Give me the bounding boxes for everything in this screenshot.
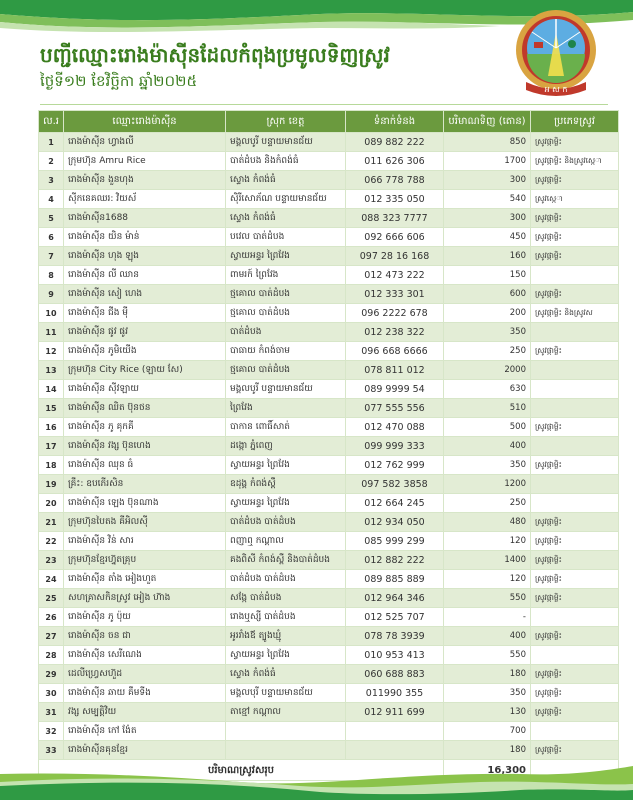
quantity-cell: 500 bbox=[444, 418, 531, 437]
phone-number-cell: 060 688 883 bbox=[346, 665, 444, 684]
quantity-cell: 1200 bbox=[444, 475, 531, 494]
total-value: 16,300 bbox=[444, 760, 531, 781]
column-header-quantity: បរិមាណទិញ (តោន) bbox=[444, 111, 531, 133]
phone-number-cell: 012 333 301 bbox=[346, 285, 444, 304]
mill-name-cell: រោងម៉ាស៊ីន ចន ជា bbox=[64, 627, 226, 646]
rice-type-cell: ស្រូវផ្កាម្លិះ bbox=[531, 247, 619, 266]
rice-type-cell: ស្រូវផ្កាម្លិះ bbox=[531, 456, 619, 475]
quantity-cell: 450 bbox=[444, 228, 531, 247]
phone-number-cell: 096 2222 678 bbox=[346, 304, 444, 323]
table-row bbox=[39, 722, 619, 741]
row-number-cell: 5 bbox=[39, 209, 64, 228]
row-number-cell: 18 bbox=[39, 456, 64, 475]
row-number-cell: 33 bbox=[39, 741, 64, 760]
column-header-phone: ទំនាក់ទំនង bbox=[346, 111, 444, 133]
row-number-cell: 29 bbox=[39, 665, 64, 684]
rice-type-cell: ស្រូវផ្កាម្លិះ bbox=[531, 209, 619, 228]
location-cell bbox=[226, 722, 346, 741]
quantity-cell: 180 bbox=[444, 665, 531, 684]
phone-number-cell: 012 882 222 bbox=[346, 551, 444, 570]
table-row bbox=[39, 361, 619, 380]
column-header-location: ស្រុក ខេត្ត bbox=[226, 111, 346, 133]
mill-name-cell: រោងម៉ាស៊ីន លី ឈាន bbox=[64, 266, 226, 285]
location-cell: ស្ទោង កំពង់ធំ bbox=[226, 171, 346, 190]
quantity-cell: 120 bbox=[444, 570, 531, 589]
mill-name-cell: វង្ស សម្បត្តិវិយ bbox=[64, 703, 226, 722]
phone-number-cell: 099 999 333 bbox=[346, 437, 444, 456]
location-cell: ថ្មគោល បាត់ដំបង bbox=[226, 304, 346, 323]
table-row bbox=[39, 684, 619, 703]
table-row bbox=[39, 475, 619, 494]
phone-number-cell bbox=[346, 722, 444, 741]
row-number-cell: 27 bbox=[39, 627, 64, 646]
mill-name-cell: រោងម៉ាស៊ីន ផូវ ផូវ bbox=[64, 323, 226, 342]
row-number-cell: 3 bbox=[39, 171, 64, 190]
table-row bbox=[39, 171, 619, 190]
quantity-cell: 1700 bbox=[444, 152, 531, 171]
quantity-cell: - bbox=[444, 608, 531, 627]
table-row bbox=[39, 190, 619, 209]
phone-number-cell: 066 778 788 bbox=[346, 171, 444, 190]
phone-number-cell: 011990 355 bbox=[346, 684, 444, 703]
rice-type-cell: ស្រូវផ្កាម្លិះ bbox=[531, 589, 619, 608]
location-cell: មង្គលបូរី បន្ទាយមានជ័យ bbox=[226, 380, 346, 399]
table-row bbox=[39, 399, 619, 418]
column-header-no: ល.រ bbox=[39, 111, 64, 133]
phone-number-cell: 078 78 3939 bbox=[346, 627, 444, 646]
phone-number-cell: 012 934 050 bbox=[346, 513, 444, 532]
row-number-cell: 10 bbox=[39, 304, 64, 323]
mill-name-cell: រោងម៉ាស៊ីន ភូ ប៉ុយ bbox=[64, 608, 226, 627]
quantity-cell: 160 bbox=[444, 247, 531, 266]
quantity-cell: 400 bbox=[444, 437, 531, 456]
row-number-cell: 6 bbox=[39, 228, 64, 247]
mill-name-cell: រោងម៉ាស៊ីន ហុង ឡុង bbox=[64, 247, 226, 266]
mill-name-cell: រោងម៉ាស៊ីន ឆាយ គឹមទីង bbox=[64, 684, 226, 703]
location-cell: អូររាំងឪ ត្បូងឃ្មុំ bbox=[226, 627, 346, 646]
table-row bbox=[39, 627, 619, 646]
row-number-cell: 28 bbox=[39, 646, 64, 665]
location-cell: សង្កែ បាត់ដំបង bbox=[226, 589, 346, 608]
phone-number-cell: 012 238 322 bbox=[346, 323, 444, 342]
phone-number-cell: 012 473 222 bbox=[346, 266, 444, 285]
mill-name-cell: សហគ្រាសកិនស្រូវ អៀង ហ៊ាង bbox=[64, 589, 226, 608]
mill-name-cell: រោងម៉ាស៊ីន វង្ស ប៊ុនហេង bbox=[64, 437, 226, 456]
rice-type-cell: ស្រូវផ្កាម្លិះ bbox=[531, 741, 619, 760]
table-row bbox=[39, 551, 619, 570]
mill-name-cell: រោងម៉ាស៊ីន ឈិត ប៊ុនថន bbox=[64, 399, 226, 418]
table-row bbox=[39, 608, 619, 627]
row-number-cell: 30 bbox=[39, 684, 64, 703]
rice-type-cell bbox=[531, 608, 619, 627]
rice-type-cell: ស្រូវផ្កាម្លិះ និងស្រូវសេ្កា bbox=[531, 152, 619, 171]
quantity-cell: 250 bbox=[444, 342, 531, 361]
row-number-cell: 11 bbox=[39, 323, 64, 342]
phone-number-cell: 012 664 245 bbox=[346, 494, 444, 513]
table-row bbox=[39, 456, 619, 475]
row-number-cell: 25 bbox=[39, 589, 64, 608]
bottom-wave-decoration bbox=[0, 760, 633, 800]
rice-type-cell bbox=[531, 361, 619, 380]
rice-type-cell: ស្រូវផ្កាម្លិះ bbox=[531, 171, 619, 190]
row-number-cell: 32 bbox=[39, 722, 64, 741]
table-row bbox=[39, 418, 619, 437]
location-cell: មង្គលបុរី បន្ទាយមានជ័យ bbox=[226, 684, 346, 703]
location-cell: បាធាយ កំពង់ចាម bbox=[226, 342, 346, 361]
phone-number-cell: 011 626 306 bbox=[346, 152, 444, 171]
phone-number-cell: 088 323 7777 bbox=[346, 209, 444, 228]
rice-type-cell: ស្រូវផ្កាម្លិះ bbox=[531, 627, 619, 646]
location-cell: ស្វាយអន្ទរ ព្រៃវែង bbox=[226, 247, 346, 266]
quantity-cell: 300 bbox=[444, 171, 531, 190]
quantity-cell: 510 bbox=[444, 399, 531, 418]
mill-name-cell: រោងម៉ាស៊ីន ងួនហុង bbox=[64, 171, 226, 190]
mill-name-cell: រោងម៉ាស៊ីន ជីង ម៉ី bbox=[64, 304, 226, 323]
row-number-cell: 26 bbox=[39, 608, 64, 627]
mill-name-cell: ក្រុមហ៊ុន Amru Rice bbox=[64, 152, 226, 171]
phone-number-cell: 089 885 889 bbox=[346, 570, 444, 589]
phone-number-cell: 012 911 699 bbox=[346, 703, 444, 722]
mill-name-cell: រោងម៉ាស៊ីន1688 bbox=[64, 209, 226, 228]
rice-type-cell: ស្រូវផ្កាម្លិះ bbox=[531, 570, 619, 589]
rice-type-cell bbox=[531, 437, 619, 456]
row-number-cell: 20 bbox=[39, 494, 64, 513]
row-number-cell: 12 bbox=[39, 342, 64, 361]
rice-type-cell: ស្រូវផ្កាម្លិះ bbox=[531, 285, 619, 304]
table-row bbox=[39, 304, 619, 323]
table-row bbox=[39, 152, 619, 171]
quantity-cell: 130 bbox=[444, 703, 531, 722]
rice-type-cell bbox=[531, 380, 619, 399]
quantity-cell: 600 bbox=[444, 285, 531, 304]
ministry-emblem-icon bbox=[512, 2, 600, 102]
mill-name-cell: រោងម៉ាស៊ីន ឡេង ប៊ុនណាង bbox=[64, 494, 226, 513]
quantity-cell: 200 bbox=[444, 304, 531, 323]
rice-type-cell: ស្រូវផ្កាម្លិះ bbox=[531, 532, 619, 551]
location-cell bbox=[226, 741, 346, 760]
table-row bbox=[39, 342, 619, 361]
row-number-cell: 21 bbox=[39, 513, 64, 532]
location-cell: បវេល បាត់ដំបង bbox=[226, 228, 346, 247]
rice-type-cell: ស្រូវសេ្កា bbox=[531, 190, 619, 209]
row-number-cell: 13 bbox=[39, 361, 64, 380]
phone-number-cell: 089 882 222 bbox=[346, 133, 444, 152]
quantity-cell: 350 bbox=[444, 323, 531, 342]
location-cell: ស្វាយអន្ទរ ព្រៃវែង bbox=[226, 456, 346, 475]
table-row bbox=[39, 133, 619, 152]
rice-type-cell bbox=[531, 475, 619, 494]
emblem-label: អ ស ក bbox=[544, 85, 568, 94]
rice-type-cell: ស្រូវផ្កាម្លិះ និងស្រូវស bbox=[531, 304, 619, 323]
mill-name-cell: គ្រឹះ: ឧបភើរសិន bbox=[64, 475, 226, 494]
rice-type-cell bbox=[531, 722, 619, 741]
row-number-cell: 8 bbox=[39, 266, 64, 285]
table-row bbox=[39, 646, 619, 665]
row-number-cell: 4 bbox=[39, 190, 64, 209]
phone-number-cell: 077 555 556 bbox=[346, 399, 444, 418]
column-header-name: ឈ្មោះរោងម៉ាស៊ីន bbox=[64, 111, 226, 133]
table-row bbox=[39, 437, 619, 456]
quantity-cell: 2000 bbox=[444, 361, 531, 380]
header-divider bbox=[40, 104, 608, 105]
mill-name-cell: ក្រុមហ៊ុនខ្មែរហ្វ៊ុតគ្រុប bbox=[64, 551, 226, 570]
location-cell: តាខ្មៅ កណ្ដាល bbox=[226, 703, 346, 722]
phone-number-cell: 097 28 16 168 bbox=[346, 247, 444, 266]
column-header-rice-type: ប្រភេទស្រូវ bbox=[531, 111, 619, 133]
table-row bbox=[39, 532, 619, 551]
table-header-row bbox=[39, 111, 619, 133]
table-row bbox=[39, 665, 619, 684]
total-label: បរិមាណស្រូវសរុប bbox=[39, 760, 444, 781]
rice-type-cell: ស្រូវផ្កាម្លិះ bbox=[531, 703, 619, 722]
rice-type-cell: ស្រូវផ្កាម្លិះ bbox=[531, 551, 619, 570]
quantity-cell: 1400 bbox=[444, 551, 531, 570]
location-cell: បាត់ដំបង បាត់ដំបង bbox=[226, 570, 346, 589]
location-cell: ព្រៃវែង bbox=[226, 399, 346, 418]
quantity-cell: 700 bbox=[444, 722, 531, 741]
phone-number-cell: 012 335 050 bbox=[346, 190, 444, 209]
table-row bbox=[39, 380, 619, 399]
table-row bbox=[39, 209, 619, 228]
quantity-cell: 250 bbox=[444, 494, 531, 513]
quantity-cell: 850 bbox=[444, 133, 531, 152]
row-number-cell: 22 bbox=[39, 532, 64, 551]
quantity-cell: 550 bbox=[444, 646, 531, 665]
rice-type-cell bbox=[531, 494, 619, 513]
location-cell: មង្គលបូរី បន្ទាយមានជ័យ bbox=[226, 133, 346, 152]
phone-number-cell: 096 668 6666 bbox=[346, 342, 444, 361]
location-cell: ពាមរក៍ ព្រៃវែង bbox=[226, 266, 346, 285]
location-cell: ស៊ិរីសោភ័ណ បន្ទាយមានជ័យ bbox=[226, 190, 346, 209]
quantity-cell: 300 bbox=[444, 209, 531, 228]
row-number-cell: 31 bbox=[39, 703, 64, 722]
mill-name-cell: រោងម៉ាស៊ីន សៀ ហេង bbox=[64, 285, 226, 304]
rice-type-cell bbox=[531, 266, 619, 285]
table-body bbox=[39, 133, 619, 781]
location-cell: ដង្កោ ភ្នំពេញ bbox=[226, 437, 346, 456]
mill-name-cell: រោងម៉ាស៊ីនគុនខ្មែរ bbox=[64, 741, 226, 760]
row-number-cell: 15 bbox=[39, 399, 64, 418]
quantity-cell: 350 bbox=[444, 456, 531, 475]
mill-name-cell: រោងម៉ាស៊ីន កៅ ង៉ែត bbox=[64, 722, 226, 741]
table-row bbox=[39, 247, 619, 266]
phone-number-cell bbox=[346, 741, 444, 760]
rice-type-cell: ស្រូវផ្កាម្លិះ bbox=[531, 513, 619, 532]
location-cell: ពញាឮ កណ្ដាល bbox=[226, 532, 346, 551]
mill-name-cell: ក្រុមហ៊ុន City Rice (ឡាយ សែ) bbox=[64, 361, 226, 380]
phone-number-cell: 092 666 606 bbox=[346, 228, 444, 247]
phone-number-cell: 078 811 012 bbox=[346, 361, 444, 380]
table-row bbox=[39, 589, 619, 608]
table-row bbox=[39, 266, 619, 285]
location-cell: រោងឬស្សី បាត់ដំបង bbox=[226, 608, 346, 627]
phone-number-cell: 085 999 299 bbox=[346, 532, 444, 551]
rice-type-cell bbox=[531, 323, 619, 342]
location-cell: បាកាន ពោធិ៍សាត់ bbox=[226, 418, 346, 437]
row-number-cell: 24 bbox=[39, 570, 64, 589]
rice-type-cell: ស្រូវផ្កាម្លិះ bbox=[531, 133, 619, 152]
rice-type-cell: ស្រូវផ្កាម្លិះ bbox=[531, 665, 619, 684]
table-row bbox=[39, 513, 619, 532]
mill-name-cell: ក្រុមហ៊ុនបៃតង គីអិលស៊ី bbox=[64, 513, 226, 532]
location-cell: ថ្មគោល បាត់ដំបង bbox=[226, 285, 346, 304]
phone-number-cell: 012 762 999 bbox=[346, 456, 444, 475]
location-cell: គងពិសី កំពង់ស្ពឺ និងបាត់ដំបង bbox=[226, 551, 346, 570]
mill-name-cell: ស៊ីកនេគឈរ: វិយស័ bbox=[64, 190, 226, 209]
phone-number-cell: 012 964 346 bbox=[346, 589, 444, 608]
table-row bbox=[39, 570, 619, 589]
table-row bbox=[39, 494, 619, 513]
table-row bbox=[39, 741, 619, 760]
rice-type-cell: ស្រូវផ្កាម្លិះ bbox=[531, 342, 619, 361]
phone-number-cell: 010 953 413 bbox=[346, 646, 444, 665]
mill-name-cell: រោងម៉ាស៊ីន ឈុន ធំ bbox=[64, 456, 226, 475]
phone-number-cell: 012 470 088 bbox=[346, 418, 444, 437]
table-row bbox=[39, 285, 619, 304]
row-number-cell: 23 bbox=[39, 551, 64, 570]
table-row bbox=[39, 323, 619, 342]
row-number-cell: 14 bbox=[39, 380, 64, 399]
location-cell: បាត់ដំបង បាត់ដំបង bbox=[226, 513, 346, 532]
row-number-cell: 9 bbox=[39, 285, 64, 304]
row-number-cell: 16 bbox=[39, 418, 64, 437]
quantity-cell: 400 bbox=[444, 627, 531, 646]
phone-number-cell: 097 582 3858 bbox=[346, 475, 444, 494]
row-number-cell: 19 bbox=[39, 475, 64, 494]
location-cell: បាត់ដំបង bbox=[226, 323, 346, 342]
title-block bbox=[40, 42, 390, 92]
quantity-cell: 350 bbox=[444, 684, 531, 703]
mill-name-cell: រោងម៉ាស៊ីន ភូមិយើង bbox=[64, 342, 226, 361]
mill-name-cell: រោងម៉ាស៊ីន តាំង អៀងហួត bbox=[64, 570, 226, 589]
location-cell: ស្ទោង កំពង់ធំ bbox=[226, 209, 346, 228]
rice-type-cell: ស្រូវផ្កាម្លិះ bbox=[531, 228, 619, 247]
mill-name-cell: រោងម៉ាស៊ីន សេរីណេង bbox=[64, 646, 226, 665]
location-cell: បាត់ដំបង និងកំពង់ធំ bbox=[226, 152, 346, 171]
location-cell: ឧដុង្គ កំពង់ស្ពឺ bbox=[226, 475, 346, 494]
mill-name-cell: រោងម៉ាស៊ីន ភូ គុកគី bbox=[64, 418, 226, 437]
mill-name-cell: រោងម៉ាស៊ីន ហ្វាងលី bbox=[64, 133, 226, 152]
quantity-cell: 150 bbox=[444, 266, 531, 285]
page-date: ថ្ងៃទី១២ ខែវិច្ឆិកា ឆ្នាំ២០២៥ bbox=[40, 72, 198, 90]
rice-type-cell: ស្រូវផ្កាម្លិះ bbox=[531, 684, 619, 703]
row-number-cell: 17 bbox=[39, 437, 64, 456]
rice-type-cell bbox=[531, 399, 619, 418]
quantity-cell: 180 bbox=[444, 741, 531, 760]
location-cell: ស្វាយអន្ទរ ព្រៃវែង bbox=[226, 494, 346, 513]
rice-type-cell: ស្រូវផ្កាម្លិះ bbox=[531, 418, 619, 437]
row-number-cell: 1 bbox=[39, 133, 64, 152]
location-cell: ស្ទោង កំពង់ធំ bbox=[226, 665, 346, 684]
quantity-cell: 630 bbox=[444, 380, 531, 399]
phone-number-cell: 089 9999 54 bbox=[346, 380, 444, 399]
location-cell: ថ្មគោល បាត់ដំបង bbox=[226, 361, 346, 380]
row-number-cell: 7 bbox=[39, 247, 64, 266]
quantity-cell: 480 bbox=[444, 513, 531, 532]
page-title: បញ្ជីឈ្មោះរោងម៉ាស៊ីនដែលកំពុងប្រមូលទិញស្រូវ bbox=[40, 43, 390, 67]
mill-name-cell: ដេលីហ្វ្រេសហ៊ួដ bbox=[64, 665, 226, 684]
table-row bbox=[39, 703, 619, 722]
quantity-cell: 540 bbox=[444, 190, 531, 209]
row-number-cell: 2 bbox=[39, 152, 64, 171]
rice-mill-table bbox=[38, 110, 619, 781]
phone-number-cell: 012 525 707 bbox=[346, 608, 444, 627]
quantity-cell: 120 bbox=[444, 532, 531, 551]
mill-name-cell: រោងម៉ាស៊ីន យិន ម៉ាន់ bbox=[64, 228, 226, 247]
rice-type-cell bbox=[531, 646, 619, 665]
mill-name-cell: រោងម៉ាស៊ីន វិន់ សារ bbox=[64, 532, 226, 551]
mill-name-cell: រោងម៉ាស៊ីន ស៊ីវឡាយ bbox=[64, 380, 226, 399]
table-row bbox=[39, 228, 619, 247]
location-cell: ស្វាយអន្ទរ ព្រៃវែង bbox=[226, 646, 346, 665]
quantity-cell: 550 bbox=[444, 589, 531, 608]
